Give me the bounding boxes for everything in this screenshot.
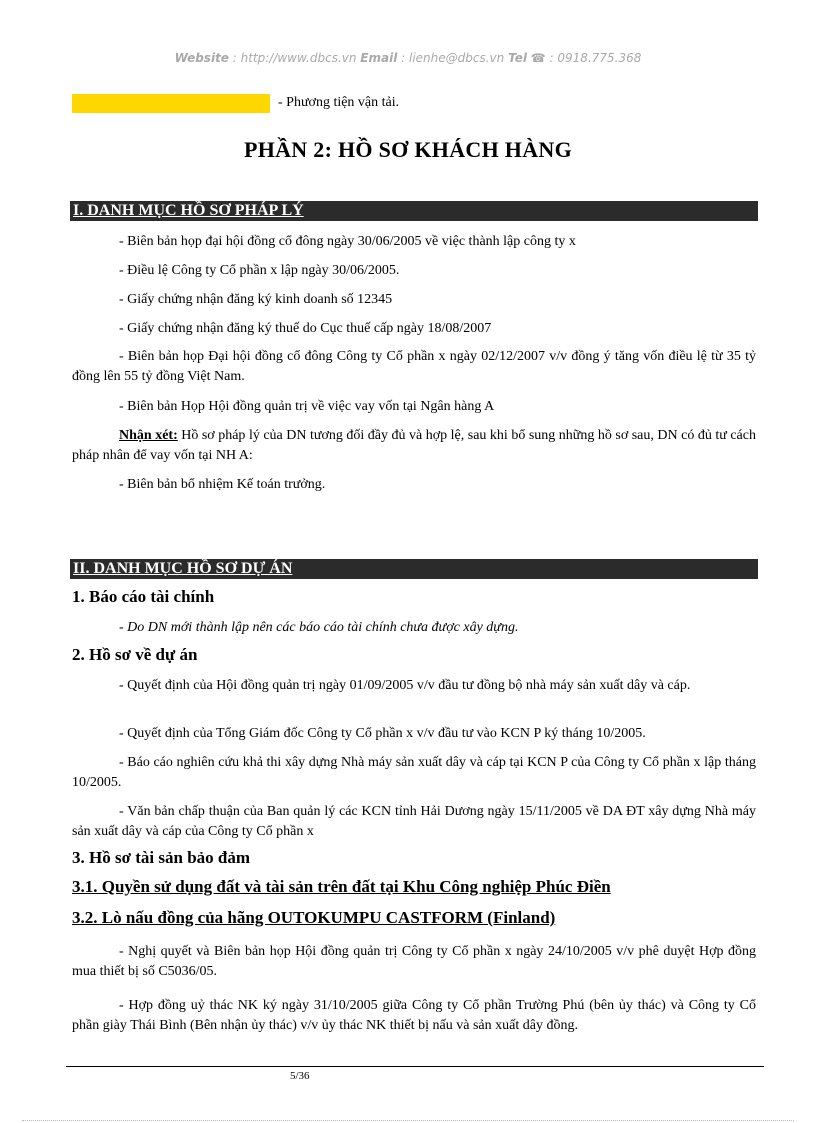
transport-item: - Phương tiện vận tải. (278, 95, 400, 110)
collateral-furnace-heading: 3.2. Lò nấu đồng của hãng OUTOKUMPU CASTFORM (Finland) (72, 908, 556, 927)
footer-divider (66, 1066, 764, 1067)
section-2-title: II. DANH MỤC HỒ SƠ DỰ ÁN (70, 559, 758, 579)
financial-report-note: - Do DN mới thành lập nên các báo cáo tài chính chưa được xây dựng. (119, 620, 519, 635)
section-1-title: I. DANH MỤC HỒ SƠ PHÁP LÝ (70, 201, 758, 221)
furnace-item-1: - Nghị quyết và Biên bản họp Hội đồng quản trị Công ty Cổ phần x ngày 24/10/2005 v/v phê duyệt Hợp đồng mua thiết bị số C5036/05. (72, 944, 756, 979)
project-docs-heading: 2. Hồ sơ về dự án (72, 645, 198, 664)
collateral-land-heading: 3.1. Quyền sử dụng đất và tài sản trên đất tại Khu Công nghiệp Phúc Điền (72, 877, 611, 896)
page-number: 5/36 (290, 1070, 310, 1082)
collateral-heading: 3. Hồ sơ tài sản bảo đảm (72, 848, 251, 867)
phone-icon: ☎ (530, 51, 546, 65)
website-label: Website (174, 51, 229, 65)
remark-label: Nhận xét: (119, 428, 178, 443)
legal-item-2: - Điều lệ Công ty Cổ phần x lập ngày 30/06/2005. (119, 263, 400, 278)
legal-item-1: - Biên bản họp đại hội đồng cổ đông ngày 30/06/2005 về việc thành lập công ty x (119, 234, 576, 249)
legal-extra-item: - Biên bản bổ nhiệm Kế toán trưởng. (119, 477, 326, 492)
remark-text: Hồ sơ pháp lý của DN tương đối đầy đủ và hợp lệ, sau khi bổ sung những hồ sơ sau, DN có đủ tư cách pháp nhân để vay vốn tại NH A: (72, 428, 756, 463)
website-url[interactable]: : http://www.dbcs.vn (228, 51, 361, 65)
tel-label: Tel (508, 51, 527, 65)
project-item-1: - Quyết định của Hội đồng quản trị ngày 01/09/2005 v/v đầu tư đồng bộ nhà máy sản xuất dây và cáp. (119, 678, 691, 693)
remark-paragraph (72, 426, 756, 466)
part-title: PHẦN 2: HỒ SƠ KHÁCH HÀNG (243, 137, 573, 162)
legal-item-3: - Giấy chứng nhận đăng ký kinh doanh số 12345 (119, 292, 393, 307)
page-header (0, 51, 816, 65)
project-item-3: - Báo cáo nghiên cứu khả thi xây dựng Nhà máy sản xuất dây và cáp tại KCN P của Công ty Cổ phần x lập tháng 10/2005. (72, 755, 756, 790)
legal-item-4: - Giấy chứng nhận đăng ký thuế do Cục thuế cấp ngày 18/08/2007 (119, 321, 492, 336)
furnace-item-2: - Hợp đồng uỷ thác NK ký ngày 31/10/2005 giữa Công ty Cổ phần Trường Phú (bên ủy thác) và Công ty Cổ phần giày Thái Bình (Bên nhận ủy thác) v/v ủy thác NK thiết bị nấu và sản xuất dây đồng. (72, 998, 756, 1033)
project-item-2: - Quyết định của Tổng Giám đốc Công ty Cổ phần x v/v đầu tư vào KCN P ký tháng 10/2005. (119, 726, 646, 741)
project-item-4: - Văn bản chấp thuận của Ban quản lý các KCN tỉnh Hải Dương ngày 15/11/2005 về DA ĐT xây dựng Nhà máy sản xuất dây và cáp của Công ty Cổ phần x (72, 804, 756, 839)
email-address[interactable]: : lienhe@dbcs.vn (397, 51, 509, 65)
email-label: Email (360, 51, 398, 65)
highlight-row (72, 93, 399, 113)
phone-number: : 0918.775.368 (545, 51, 642, 65)
highlight-block (72, 94, 270, 113)
legal-item-5: - Biên bản họp Đại hội đồng cổ đông Công ty Cổ phần x ngày 02/12/2007 v/v đồng ý tăng vốn điều lệ từ 35 tỷ đồng lên 55 tỷ đồng Việt Nam. (72, 349, 756, 384)
page-bottom-edge (22, 1120, 794, 1121)
legal-item-6: - Biên bản Họp Hội đồng quản trị về việc vay vốn tại Ngân hàng A (119, 399, 495, 414)
financial-report-heading: 1. Báo cáo tài chính (72, 587, 215, 606)
